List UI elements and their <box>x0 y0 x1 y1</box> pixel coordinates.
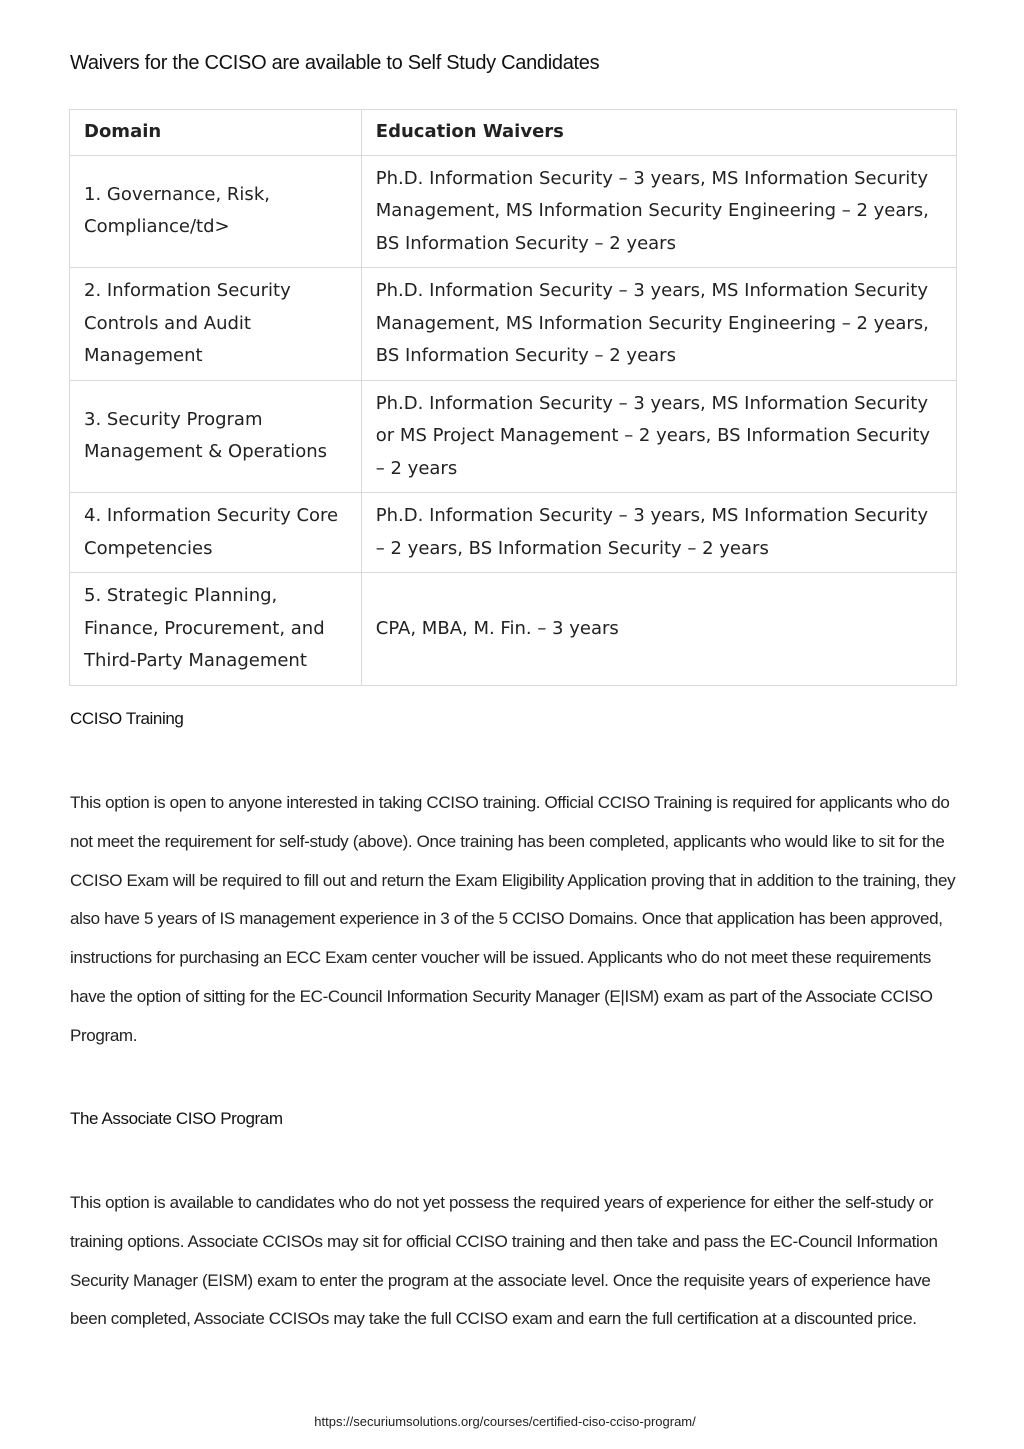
table-row <box>70 155 957 268</box>
table-row <box>70 493 957 573</box>
domain-cell: 4. Information Security Core Competencies <box>70 493 362 573</box>
table-row <box>70 380 957 493</box>
waivers-table <box>69 109 957 686</box>
associate-ciso-title: The Associate CISO Program <box>70 1109 283 1128</box>
table-row <box>70 573 957 686</box>
domain-cell: 2. Information Security Controls and Audit Management <box>70 268 362 381</box>
domain-cell: 3. Security Program Management & Operations <box>70 380 362 493</box>
waiver-cell: CPA, MBA, M. Fin. – 3 years <box>361 573 956 686</box>
cciso-training-title: CCISO Training <box>70 709 184 728</box>
footer-url: https://securiumsolutions.org/courses/certified-ciso-cciso-program/ <box>314 1414 696 1429</box>
domain-cell: 1. Governance, Risk, Compliance/td> <box>70 155 362 268</box>
table-row <box>70 268 957 381</box>
table-header-row <box>70 110 957 156</box>
waiver-cell: Ph.D. Information Security – 3 years, MS Information Security Management, MS Information Security Engineering – 2 years, BS Information Security – 2 years <box>361 155 956 268</box>
education-waivers-column-header: Education Waivers <box>361 110 956 156</box>
domain-cell: 5. Strategic Planning, Finance, Procurement, and Third-Party Management <box>70 573 362 686</box>
waiver-cell: Ph.D. Information Security – 3 years, MS Information Security or MS Project Management – 2 years, BS Information Security – 2 years <box>361 380 956 493</box>
waiver-cell: Ph.D. Information Security – 3 years, MS Information Security – 2 years, BS Information Security – 2 years <box>361 493 956 573</box>
domain-column-header: Domain <box>70 110 362 156</box>
page-heading: Waivers for the CCISO are available to Self Study Candidates <box>70 52 600 74</box>
waiver-cell: Ph.D. Information Security – 3 years, MS Information Security Management, MS Information Security Engineering – 2 years, BS Information Security – 2 years <box>361 268 956 381</box>
cciso-training-paragraph: This option is open to anyone interested in taking CCISO training. Official CCISO Training is required for applicants who do not meet the requirement for self-study (above). Once training has been completed, applicants who would like to sit for the CCISO Exam will be required to fill out and return the Exam Eligibility Application proving that in addition to the training, they also have 5 years of IS management experience in 3 of the 5 CCISO Domains. Once that application has been approved, instructions for purchasing an ECC Exam center voucher will be issued. Applicants who do not meet these requirements have the option of sitting for the EC-Council Information Security Manager (E|ISM) exam as part of the Associate CCISO Program. <box>70 793 956 1045</box>
associate-ciso-paragraph: This option is available to candidates who do not yet possess the required years of experience for either the self-study or training options. Associate CCISOs may sit for official CCISO training and then take and pass the EC-Council Information Security Manager (EISM) exam to enter the program at the associate level. Once the requisite years of experience have been completed, Associate CCISOs may take the full CCISO exam and earn the full certification at a discounted price. <box>70 1193 938 1329</box>
